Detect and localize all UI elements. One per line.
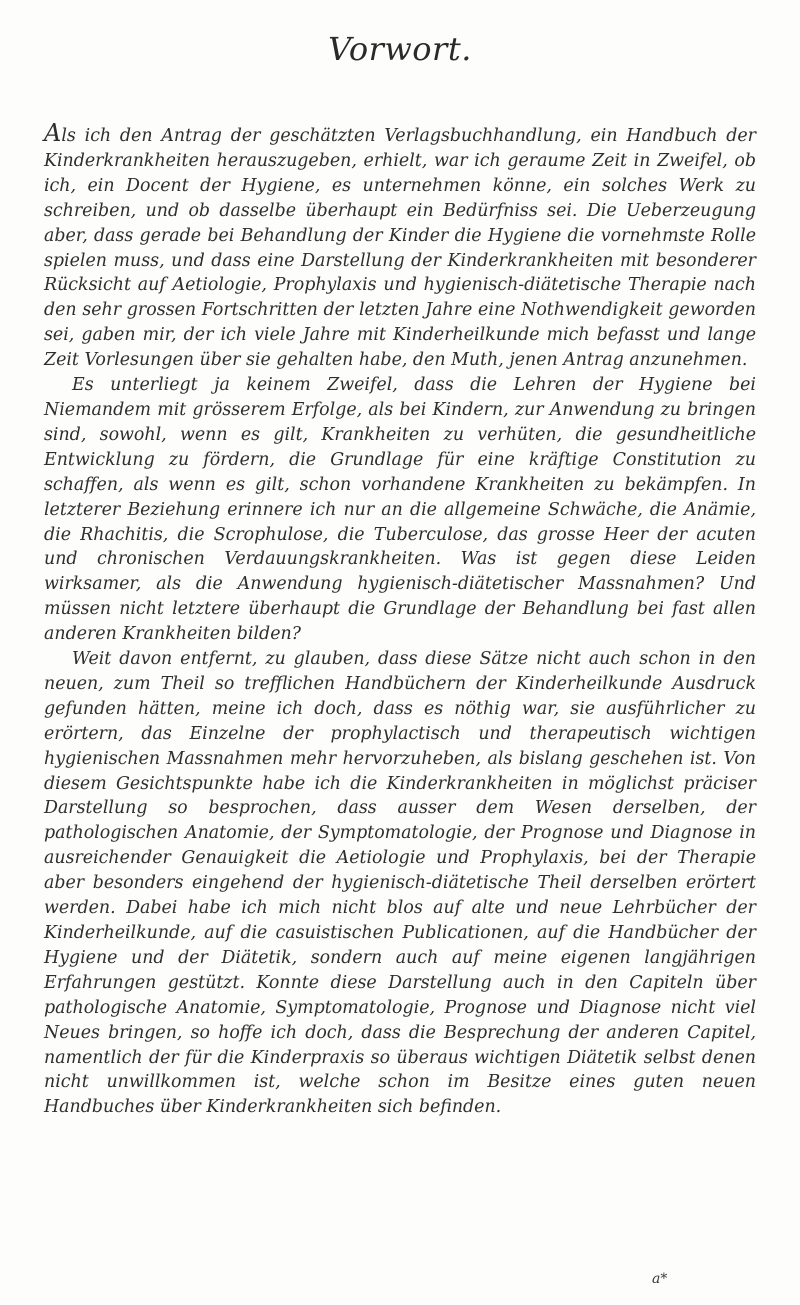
paragraph-2: Es unterliegt ja keinem Zweifel, dass die Lehren der Hygiene bei Niemandem mit grösserem Erfolge, als bei Kindern, zur Anwendung zu bringen sind, sowohl, wenn es gilt, Krankheiten zu verhüten, die gesundheitliche Entwicklung zu fördern, die Grundlage für eine kräftige Constitution zu schaffen, als wenn es gilt, schon vorhandene Krankheiten zu bekämpfen. In letzterer Beziehung erinnere ich nur an die allgemeine Schwäche, die Anämie, die Rhachitis, die Scrophulose, die Tuberculose, das grosse Heer der acuten und chronischen Verdauungskrankheiten. Was ist gegen diese Leiden wirksamer, als die Anwendung hygienisch-diätetischer Massnahmen? Und müssen nicht letztere überhaupt die Grundlage der Behandlung bei fast allen anderen Krankheiten bilden?	[44, 375, 756, 645]
paragraph-1-text: ls ich den Antrag der geschätzten Verlagsbuchhandlung, ein Handbuch der Kinderkrankheiten herauszugeben, erhielt, war ich geraume Zeit in Zweifel, ob ich, ein Docent der Hygiene, es unternehmen könne, ein solches Werk zu schreiben, und ob dasselbe überhaupt ein Bedürfniss sei. Die Ueberzeugung aber, dass gerade bei Behandlung der Kinder die Hygiene die vornehmste Rolle spielen muss, und dass eine Darstellung der Kinderkrankheiten mit besonderer Rücksicht auf Aetiologie, Prophylaxis und hygienisch-diätetische Therapie nach den sehr grossen Fortschritten der letzten Jahre eine Nothwendigkeit geworden sei, gaben mir, der ich viele Jahre mit Kinderheilkunde mich befasst und lange Zeit Vorlesungen über sie gehalten habe, den Muth, jenen Antrag anzunehmen.	[44, 126, 756, 371]
body-text	[44, 121, 756, 1120]
drop-cap: A	[44, 119, 62, 147]
paragraph-3: Weit davon entfernt, zu glauben, dass diese Sätze nicht auch schon in den neuen, zum Theil so trefflichen Handbüchern der Kinderheilkunde Ausdruck gefunden hätten, meine ich doch, dass es nöthig war, sie ausführlicher zu erörtern, das Einzelne der prophylactisch und therapeutisch wichtigen hygienischen Massnahmen mehr hervorzuheben, als bislang geschehen ist. Von diesem Gesichtspunkte habe ich die Kinderkrankheiten in möglichst präciser Darstellung so besprochen, dass ausser dem Wesen derselben, der pathologischen Anatomie, der Symptomatologie, der Prognose und Diagnose in ausreichender Genauigkeit die Aetiologie und Prophylaxis, bei der Therapie aber besonders eingehend der hygienisch-diätetische Theil derselben erörtert werden. Dabei habe ich mich nicht blos auf alte und neue Lehrbücher der Kinderheilkunde, auf die casuistischen Publicationen, auf die Handbücher der Hygiene und der Diätetik, sondern auch auf meine eigenen langjährigen Erfahrungen gestützt. Konnte diese Darstellung auch in den Capiteln über pathologische Anatomie, Symptomatologie, Prognose und Diagnose nicht viel Neues bringen, so hoffe ich doch, dass die Besprechung der anderen Capitel, namentlich der für die Kinderpraxis so überaus wichtigen Diätetik selbst denen nicht unwillkommen ist, welche schon im Besitze eines guten neuen Handbuches über Kinderkrankheiten sich befinden.	[44, 649, 756, 1118]
page-title: Vorwort.	[328, 30, 472, 68]
signature-mark: a*	[652, 1271, 668, 1287]
paragraph-1	[44, 121, 756, 373]
